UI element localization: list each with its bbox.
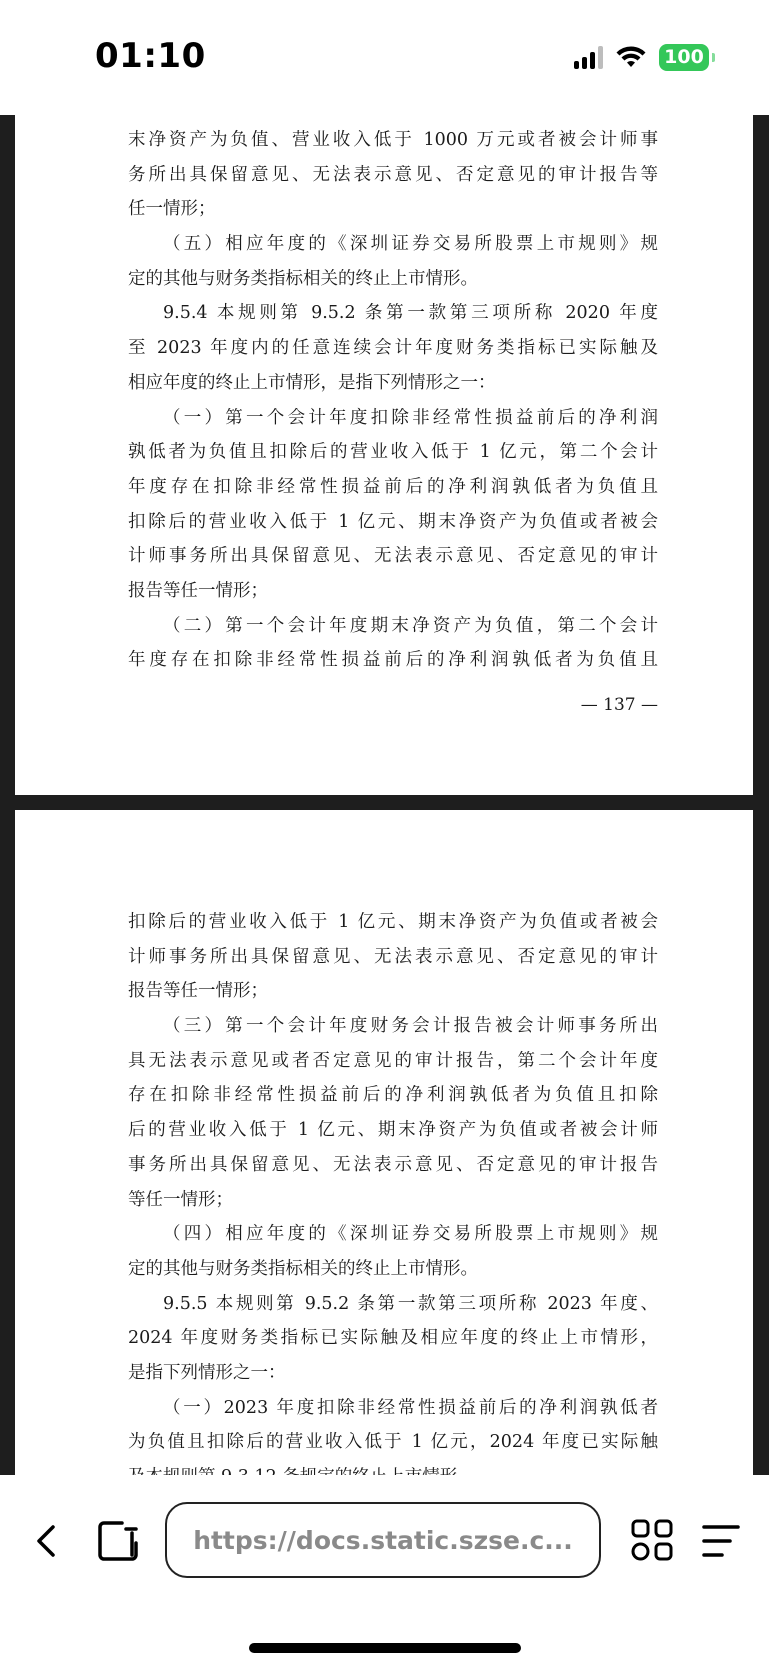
text-line: 定的其他与财务类指标相关的终止上市情形。 [128, 1258, 478, 1279]
url-bar[interactable]: https://docs.static.szse.c... [165, 1502, 601, 1578]
text-line: 存在扣除非经常性损益前后的净利润孰低者为负值且扣除 [128, 1085, 658, 1106]
text-line: 任一情形； [128, 199, 216, 220]
text-line: 相应年度的终止上市情形，是指下列情形之一： [128, 372, 496, 393]
text-line: 务所出具保留意见、无法表示意见、否定意见的审计报告等 [128, 164, 658, 185]
document-page-137 [15, 115, 753, 795]
text-line: 9.5.4 本规则第 9.5.2 条第一款第三项所称 2020 年度 [163, 303, 658, 324]
browser-toolbar [0, 1475, 769, 1665]
text-line: 孰低者为负值且扣除后的营业收入低于 1 亿元，第二个会计 [128, 442, 658, 463]
text-line: （三）第一个会计年度财务会计报告被会计师事务所出 [163, 1016, 658, 1037]
battery-indicator: 100 [659, 44, 709, 71]
text-line: 为负值且扣除后的营业收入低于 1 亿元，2024 年度已实际触 [128, 1432, 658, 1453]
text-line: （一）第一个会计年度扣除非经常性损益前后的净利润 [163, 407, 658, 428]
text-line: （一）2023 年度扣除非经常性损益前后的净利润孰低者 [163, 1397, 658, 1418]
cellular-signal-icon [574, 45, 603, 69]
text-line: 后的营业收入低于 1 亿元、期末净资产为负值或者被会计师 [128, 1120, 658, 1141]
text-line: 事务所出具保留意见、无法表示意见、否定意见的审计报告 [128, 1154, 658, 1175]
home-indicator [249, 1643, 521, 1653]
document-page-138 [15, 810, 753, 1510]
text-line: （五）相应年度的《深圳证券交易所股票上市规则》规 [163, 234, 658, 255]
text-line: 2024 年度财务类指标已实际触及相应年度的终止上市情形， [128, 1328, 658, 1349]
text-line: 年度存在扣除非经常性损益前后的净利润孰低者为负值且 [128, 476, 658, 497]
menu-icon[interactable] [700, 1521, 742, 1561]
chevron-left-icon[interactable] [33, 1523, 61, 1559]
page-text-block [128, 123, 658, 678]
text-line: 扣除后的营业收入低于 1 亿元、期末净资产为负值或者被会 [128, 511, 658, 532]
text-line: 报告等任一情形； [128, 981, 268, 1002]
page-number: — 137 — [580, 695, 658, 715]
text-line: 至 2023 年度内的任意连续会计年度财务类指标已实际触及 [128, 338, 658, 359]
text-line: 是指下列情形之一： [128, 1362, 286, 1383]
text-line: 等任一情形； [128, 1189, 233, 1210]
grid-icon[interactable] [630, 1518, 674, 1562]
text-line: （二）第一个会计年度期末净资产为负值，第二个会计 [163, 615, 658, 636]
text-line: 报告等任一情形； [128, 580, 268, 601]
status-bar [0, 0, 769, 115]
text-line: 定的其他与财务类指标相关的终止上市情形。 [128, 268, 478, 289]
text-line: 计师事务所出具保留意见、无法表示意见、否定意见的审计 [128, 546, 658, 567]
pdf-viewer[interactable] [0, 115, 769, 1475]
text-line: 9.5.5 本规则第 9.5.2 条第一款第三项所称 2023 年度、 [163, 1293, 658, 1314]
tab-switch-icon[interactable] [96, 1519, 140, 1563]
text-line: 计师事务所出具保留意见、无法表示意见、否定意见的审计 [128, 946, 658, 967]
text-line: 扣除后的营业收入低于 1 亿元、期末净资产为负值或者被会 [128, 912, 658, 932]
page-text-block [128, 905, 658, 1495]
text-line: 末净资产为负值、营业收入低于 1000 万元或者被会计师事 [128, 130, 658, 150]
status-icons [574, 42, 709, 72]
text-line: （四）相应年度的《深圳证券交易所股票上市规则》规 [163, 1224, 658, 1245]
text-line: 年度存在扣除非经常性损益前后的净利润孰低者为负值且 [128, 650, 658, 671]
wifi-icon [615, 45, 647, 69]
text-line: 具无法表示意见或者否定意见的审计报告，第二个会计年度 [128, 1050, 658, 1071]
status-time: 01:10 [95, 36, 206, 76]
